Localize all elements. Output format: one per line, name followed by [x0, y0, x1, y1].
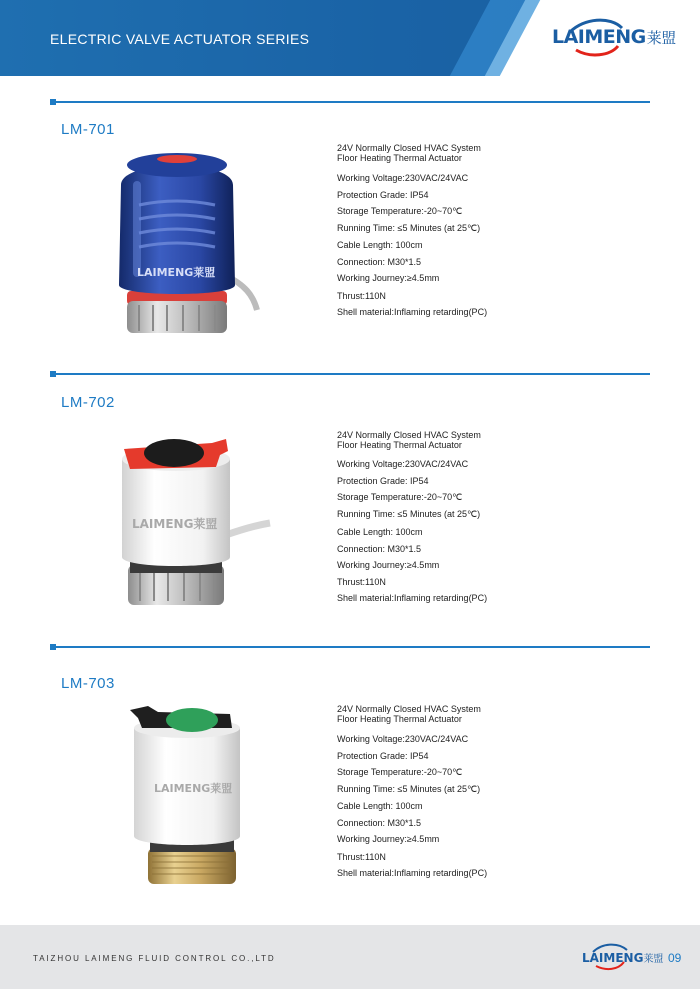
- spec-line: Running Time: ≤5 Minutes (at 25℃): [337, 223, 481, 233]
- divider-marker: [50, 371, 56, 377]
- spec-line: Storage Temperature:-20~70℃: [337, 492, 463, 502]
- spec-line: Connection: M30*1.5: [337, 544, 422, 554]
- spec-heading-line2: Floor Heating Thermal Actuator: [337, 714, 462, 724]
- spec-line: Connection: M30*1.5: [337, 818, 422, 828]
- spec-line: Working Journey:≥4.5mm: [337, 273, 440, 283]
- footer-logo: [582, 950, 663, 965]
- spec-line: Storage Temperature:-20~70℃: [337, 206, 463, 216]
- spec-line: Connection: M30*1.5: [337, 257, 422, 267]
- product-image-lm-703: [118, 700, 258, 890]
- spec-line: Working Voltage:230VAC/24VAC: [337, 173, 469, 183]
- product-logo: LAIMENG莱盟: [132, 517, 218, 531]
- spec-line: Shell material:Inflaming retarding(PC): [337, 868, 488, 878]
- footer-company-name: TAIZHOU LAIMENG FLUID CONTROL CO.,LTD: [33, 954, 276, 963]
- page-number: 09: [668, 951, 682, 965]
- spec-line: Working Journey:≥4.5mm: [337, 560, 440, 570]
- spec-line: Cable Length: 100cm: [337, 240, 423, 250]
- spec-heading-line1: 24V Normally Closed HVAC System: [337, 704, 481, 714]
- spec-line: Cable Length: 100cm: [337, 801, 423, 811]
- spec-heading-line1: 24V Normally Closed HVAC System: [337, 430, 481, 440]
- spec-line: Storage Temperature:-20~70℃: [337, 767, 463, 777]
- footer-logo-cn-text: 莱盟: [643, 954, 664, 965]
- logo-text: LAIMENG: [552, 26, 646, 48]
- model-title: LM-702: [61, 394, 115, 411]
- divider-marker: [50, 644, 56, 650]
- section-divider: [50, 101, 650, 103]
- spec-line: Running Time: ≤5 Minutes (at 25℃): [337, 784, 481, 794]
- spec-line: Protection Grade: IP54: [337, 751, 429, 761]
- header-logo: [552, 26, 676, 48]
- divider-marker: [50, 99, 56, 105]
- spec-line: Working Journey:≥4.5mm: [337, 834, 440, 844]
- spec-line: Running Time: ≤5 Minutes (at 25℃): [337, 509, 481, 519]
- spec-line: Thrust:110N: [337, 852, 386, 862]
- product-image-lm-701: [105, 145, 265, 345]
- model-title: LM-703: [61, 675, 115, 692]
- product-image-lm-702: [108, 425, 273, 615]
- section-divider: [50, 646, 650, 648]
- logo-cn-text: 莱盟: [646, 29, 676, 47]
- spec-line: Thrust:110N: [337, 291, 386, 301]
- spec-line: Shell material:Inflaming retarding(PC): [337, 307, 488, 317]
- spec-line: Shell material:Inflaming retarding(PC): [337, 593, 488, 603]
- product-logo: LAIMENG莱盟: [154, 782, 233, 795]
- page-header: [0, 0, 700, 76]
- product-logo: LAIMENG莱盟: [137, 266, 216, 279]
- model-title: LM-701: [61, 121, 115, 138]
- spec-line: Protection Grade: IP54: [337, 476, 429, 486]
- header-title: ELECTRIC VALVE ACTUATOR SERIES: [50, 31, 310, 47]
- spec-line: Thrust:110N: [337, 577, 386, 587]
- spec-line: Working Voltage:230VAC/24VAC: [337, 734, 469, 744]
- spec-heading-line1: 24V Normally Closed HVAC System: [337, 143, 481, 153]
- footer-logo-text: LAIMENG: [582, 951, 644, 965]
- spec-line: Working Voltage:230VAC/24VAC: [337, 459, 469, 469]
- spec-heading-line2: Floor Heating Thermal Actuator: [337, 153, 462, 163]
- spec-line: Protection Grade: IP54: [337, 190, 429, 200]
- section-divider: [50, 373, 650, 375]
- spec-line: Cable Length: 100cm: [337, 527, 423, 537]
- spec-heading-line2: Floor Heating Thermal Actuator: [337, 440, 462, 450]
